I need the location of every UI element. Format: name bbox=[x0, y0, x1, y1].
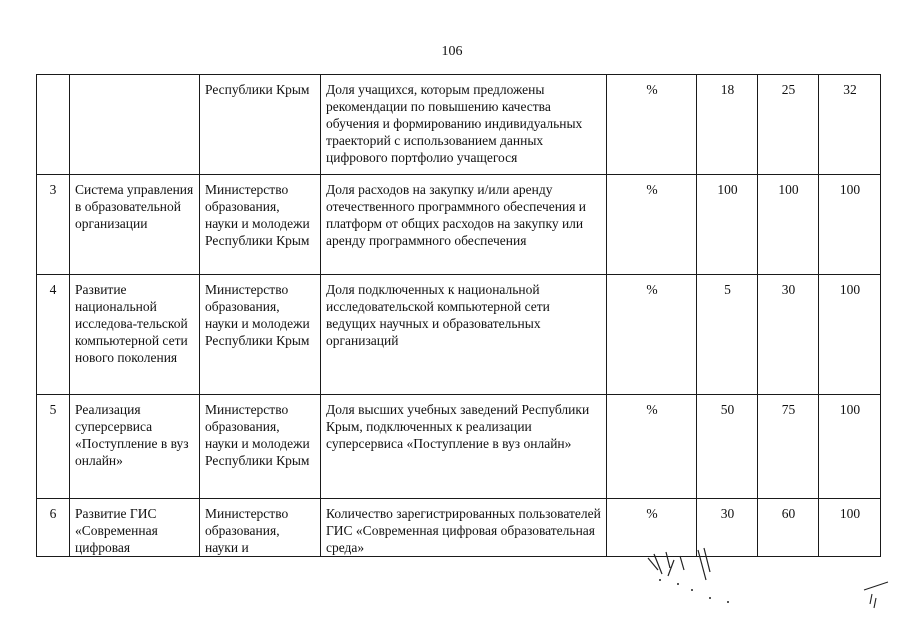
page-number: 106 bbox=[441, 44, 463, 59]
row-number-cell: 5 bbox=[37, 395, 70, 499]
responsible-org-cell: Министерство образования, науки и молодежи Республики Крым bbox=[200, 275, 321, 395]
unit-cell: % bbox=[607, 275, 697, 395]
table-row bbox=[37, 275, 881, 395]
scan-noise-mark bbox=[858, 574, 898, 614]
table-row bbox=[37, 395, 881, 499]
project-name-cell: Система управления в образовательной организации bbox=[70, 175, 200, 275]
value-cell-1: 50 bbox=[697, 395, 758, 499]
row-number-cell bbox=[37, 75, 70, 175]
indicator-cell: Количество зарегистрированных пользователей ГИС «Современная цифровая образовательная среда» bbox=[321, 499, 607, 557]
row-number-cell: 6 bbox=[37, 499, 70, 557]
indicators-table bbox=[36, 74, 881, 557]
value-cell-2: 60 bbox=[758, 499, 819, 557]
table-row bbox=[37, 499, 881, 557]
indicator-cell: Доля высших учебных заведений Республики Крым, подключенных к реализации суперсервиса «Поступление в вуз онлайн» bbox=[321, 395, 607, 499]
value-cell-3: 100 bbox=[819, 275, 881, 395]
value-cell-3: 100 bbox=[819, 175, 881, 275]
indicator-cell: Доля расходов на закупку и/или аренду отечественного программного обеспечения и платформ от общих расходов на закупку или аренду программного обеспечения bbox=[321, 175, 607, 275]
table-row bbox=[37, 175, 881, 275]
project-name-cell: Реализация суперсервиса «Поступление в вуз онлайн» bbox=[70, 395, 200, 499]
value-cell-3: 100 bbox=[819, 395, 881, 499]
value-cell-2: 75 bbox=[758, 395, 819, 499]
row-number-cell: 3 bbox=[37, 175, 70, 275]
project-name-cell: Развитие ГИС «Современная цифровая bbox=[70, 499, 200, 557]
value-cell-1: 30 bbox=[697, 499, 758, 557]
value-cell-2: 25 bbox=[758, 75, 819, 175]
project-name-cell: Развитие национальной исследова-тельской компьютерной сети нового поколения bbox=[70, 275, 200, 395]
responsible-org-cell: Министерство образования, науки и молодежи Республики Крым bbox=[200, 395, 321, 499]
value-cell-1: 18 bbox=[697, 75, 758, 175]
project-name-cell bbox=[70, 75, 200, 175]
unit-cell: % bbox=[607, 75, 697, 175]
indicator-cell: Доля подключенных к национальной исследовательской компьютерной сети ведущих научных и образовательных организаций bbox=[321, 275, 607, 395]
value-cell-1: 5 bbox=[697, 275, 758, 395]
table-row bbox=[37, 75, 881, 175]
unit-cell: % bbox=[607, 499, 697, 557]
value-cell-2: 100 bbox=[758, 175, 819, 275]
indicator-cell: Доля учащихся, которым предложены рекомендации по повышению качества обучения и формированию индивидуальных траекторий с использованием данных цифрового портфолио учащегося bbox=[321, 75, 607, 175]
value-cell-1: 100 bbox=[697, 175, 758, 275]
responsible-org-cell: Министерство образования, науки и bbox=[200, 499, 321, 557]
unit-cell: % bbox=[607, 395, 697, 499]
unit-cell: % bbox=[607, 175, 697, 275]
value-cell-2: 30 bbox=[758, 275, 819, 395]
value-cell-3: 100 bbox=[819, 499, 881, 557]
responsible-org-cell: Министерство образования, науки и молодежи Республики Крым bbox=[200, 175, 321, 275]
row-number-cell: 4 bbox=[37, 275, 70, 395]
value-cell-3: 32 bbox=[819, 75, 881, 175]
responsible-org-cell: Республики Крым bbox=[200, 75, 321, 175]
